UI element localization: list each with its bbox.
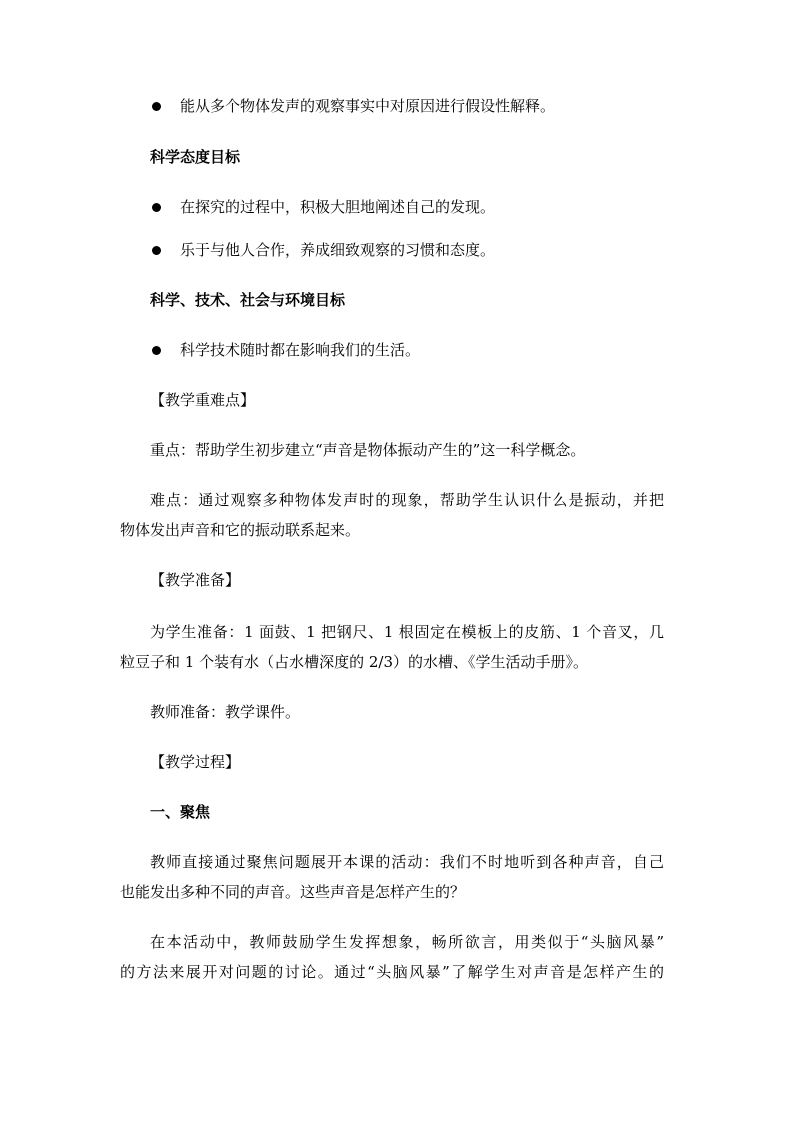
bullet-item: 科学技术随时都在影响我们的生活。 [180, 341, 421, 359]
subsection-title-focus: 一、聚焦 [150, 803, 211, 821]
bullet-item: 能从多个物体发声的观察事实中对原因进行假设性解释。 [180, 97, 556, 115]
section-heading-process: 【教学过程】 [150, 753, 241, 771]
section-heading-preparation: 【教学准备】 [150, 571, 241, 589]
paragraph-student-prep-cont: 粒豆子和 1 个装有水（占水槽深度的 2/3）的水槽、《学生活动手册》。 [120, 653, 588, 671]
bullet-icon [152, 203, 161, 212]
section-heading-attitude: 科学态度目标 [150, 148, 241, 166]
paragraph-teacher-prep: 教师准备：教学课件。 [150, 703, 301, 721]
bullet-icon [152, 102, 161, 111]
section-heading-stse: 科学、技术、社会与环境目标 [150, 291, 346, 309]
bullet-item: 在探究的过程中，积极大胆地阐述自己的发现。 [180, 198, 496, 216]
paragraph-focus-1: 教师直接通过聚焦问题展开本课的活动：我们不时地听到各种声音，自己 [150, 853, 664, 871]
paragraph-difficult-point-cont: 物体发出声音和它的振动联系起来。 [120, 521, 361, 539]
paragraph-student-prep: 为学生准备：1 面鼓、1 把钢尺、1 根固定在模板上的皮筋、1 个音叉，几 [150, 623, 664, 641]
bullet-item: 乐于与他人合作，养成细致观察的习惯和态度。 [180, 241, 496, 259]
bullet-icon [152, 346, 161, 355]
paragraph-key-point: 重点：帮助学生初步建立“声音是物体振动产生的”这一科学概念。 [150, 441, 586, 459]
bullet-icon [152, 246, 161, 255]
paragraph-difficult-point: 难点：通过观察多种物体发声时的现象，帮助学生认识什么是振动，并把 [150, 491, 664, 509]
section-heading-key-points: 【教学重难点】 [150, 391, 256, 409]
paragraph-focus-2-cont: 的方法来展开对问题的讨论。通过“头脑风暴”了解学生对声音是怎样产生的 [120, 963, 664, 981]
paragraph-focus-1-cont: 也能发出多种不同的声音。这些声音是怎样产生的？ [120, 883, 466, 901]
paragraph-focus-2: 在本活动中，教师鼓励学生发挥想象，畅所欲言，用类似于“头脑风暴” [150, 933, 664, 951]
